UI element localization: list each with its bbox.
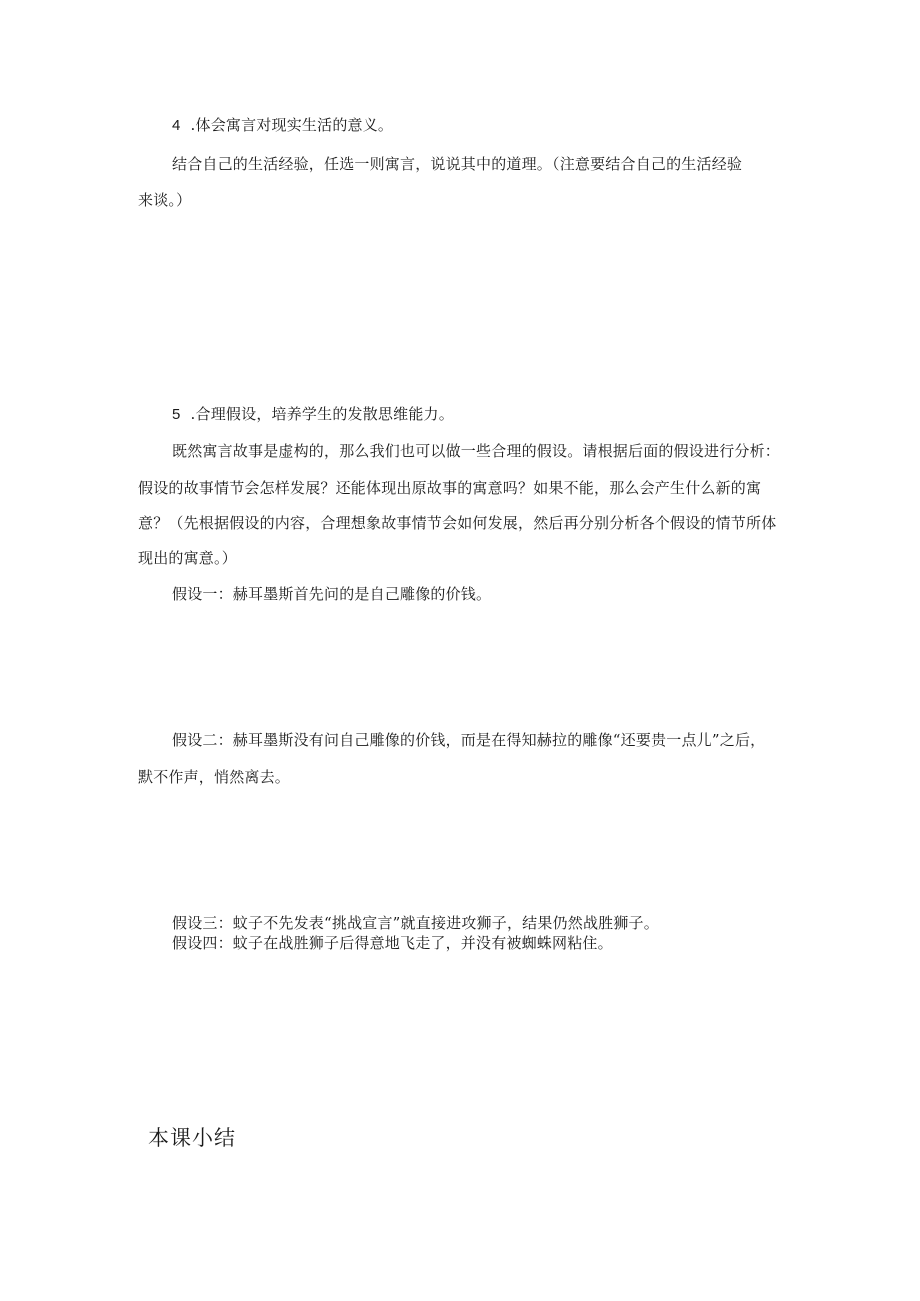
section-4-number: 4 xyxy=(172,117,181,134)
section-4-body-line-1: 结合自己的生活经验，任选一则寓言，说说其中的道理。（注意要结合自己的生活经验 xyxy=(172,155,743,173)
hypothesis-2-line-2: 默不作声，悄然离去。 xyxy=(138,768,291,786)
section-5-intro-line-3: 意？（先根据假设的内容，合理想象故事情节会如何发展，然后再分别分析各个假设的情节所体 xyxy=(138,514,777,532)
section-5-intro-line-1: 既然寓言故事是虚构的，那么我们也可以做一些合理的假设。请根据后面的假设进行分析： xyxy=(172,442,781,460)
section-5-heading-text: .合理假设，培养学生的发散思维能力。 xyxy=(190,405,454,423)
lesson-summary-title: 本课小结 xyxy=(148,1126,236,1150)
section-5-number: 5 xyxy=(172,406,181,423)
hypothesis-1: 假设一：赫耳墨斯首先问的是自己雕像的价钱。 xyxy=(172,585,492,603)
section-4-body-line-2: 来谈。） xyxy=(138,191,192,209)
section-5-intro-line-2: 假设的故事情节会怎样发展？还能体现出原故事的寓意吗？如果不能，那么会产生什么新的寓 xyxy=(138,479,762,497)
section-4-heading-text: .体会寓言对现实生活的意义。 xyxy=(190,116,394,134)
hypothesis-4: 假设四：蚊子在战胜狮子后得意地飞走了，并没有被蜘蛛网粘住。 xyxy=(172,934,613,952)
section-5-intro-line-4: 现出的寓意。） xyxy=(138,549,237,567)
hypothesis-3: 假设三：蚊子不先发表“挑战宣言”就直接进攻狮子，结果仍然战胜狮子。 xyxy=(172,914,659,932)
section-5-heading xyxy=(172,404,454,425)
section-4-heading xyxy=(172,115,393,136)
hypothesis-2-line-1: 假设二：赫耳墨斯没有问自己雕像的价钱，而是在得知赫拉的雕像“还要贵一点儿”之后， xyxy=(172,731,766,749)
